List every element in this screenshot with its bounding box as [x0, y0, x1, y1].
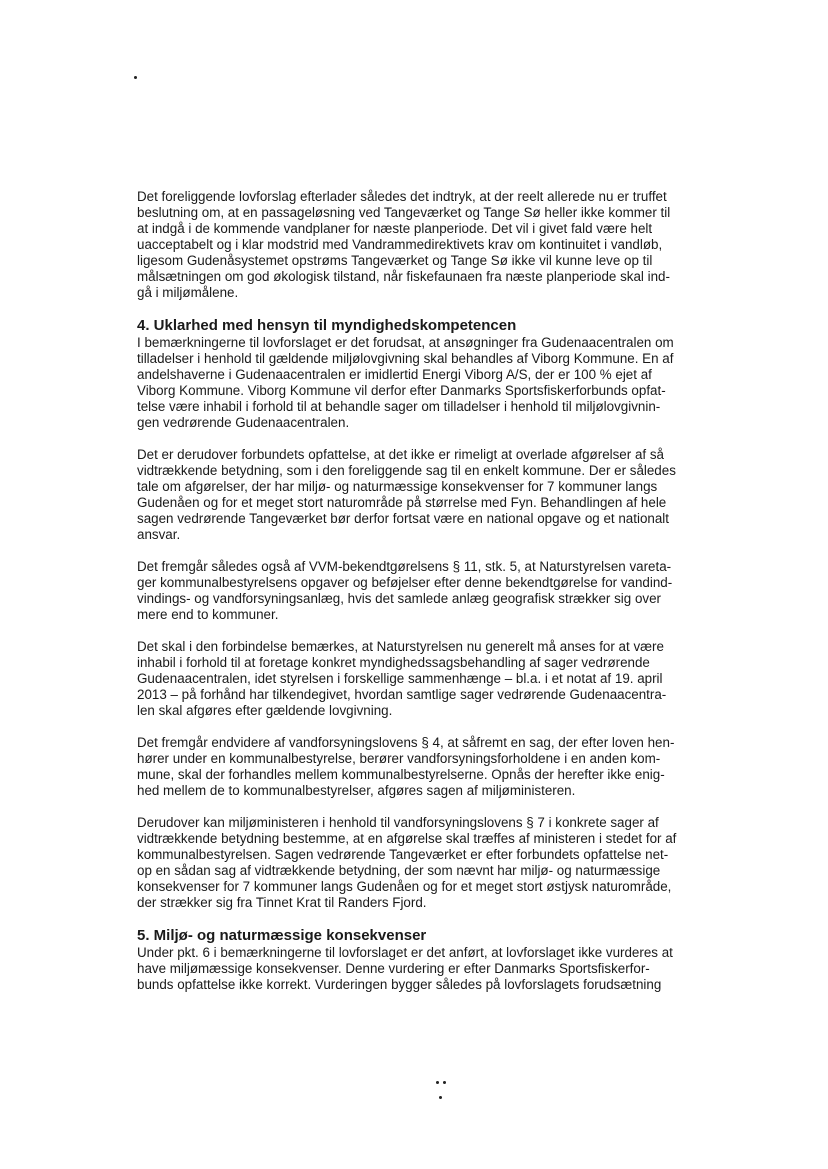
text-line: Det fremgår således også af VVM-bekendtgørelsens § 11, stk. 5, at Naturstyrelsen vareta-: [137, 559, 672, 574]
text-line: op en sådan sag af vidtrækkende betydning, der som nævnt har miljø- og naturmæssige: [137, 863, 661, 878]
text-line: 2013 – på forhånd har tilkendegivet, hvordan samtlige sager vedrørende Gudenaacentra-: [137, 687, 667, 702]
text-line: mere end to kommuner.: [137, 607, 279, 622]
scan-dot-bottom-right: [443, 1081, 446, 1084]
intro-paragraph: [137, 189, 737, 301]
section-paragraph: [137, 559, 737, 623]
text-line: gen vedrørende Gudenaacentralen.: [137, 415, 350, 430]
text-line: Det skal i den forbindelse bemærkes, at Naturstyrelsen nu generelt må anses for at være: [137, 639, 664, 654]
section-paragraph: [137, 945, 737, 993]
section-heading: 4. Uklarhed med hensyn til myndighedskompetencen: [137, 317, 517, 334]
text-line: ansvar.: [137, 527, 181, 542]
text-line: hed mellem de to kommunalbestyrelser, afgøres sagen af miljøministeren.: [137, 783, 576, 798]
text-line: len skal afgøres efter gældende lovgivning.: [137, 703, 393, 718]
section-paragraph: [137, 447, 737, 543]
text-line: andelshaverne i Gudenaacentralen er imidlertid Energi Viborg A/S, der er 100 % ejet af: [137, 367, 652, 382]
text-line: Derudover kan miljøministeren i henhold til vandforsyningslovens § 7 i konkrete sager af: [137, 815, 659, 830]
section-4: [137, 317, 737, 911]
text-line: Det foreliggende lovforslag efterlader således det indtryk, at der reelt allerede nu er truffet: [137, 189, 667, 204]
scan-dot-bottom-left: [436, 1081, 439, 1084]
text-line: Viborg Kommune. Viborg Kommune vil derfor efter Danmarks Sportsfiskerforbunds opfat-: [137, 383, 666, 398]
text-line: uacceptabelt og i klar modstrid med Vandrammedirektivets krav om kontinuitet i vandløb,: [137, 237, 663, 252]
text-line: tale om afgørelser, der har miljø- og naturmæssige konsekvenser for 7 kommuner langs: [137, 479, 658, 494]
text-line: ligesom Gudenåsystemet opstrøms Tangeværket og Tange Sø ikke vil kunne leve op til: [137, 253, 653, 268]
section-paragraph: [137, 735, 737, 799]
section-paragraph: [137, 815, 737, 911]
text-line: konsekvenser for 7 kommuner langs Gudenåen og for et meget stort østjysk naturområde,: [137, 879, 672, 894]
text-line: vindings- og vandforsyningsanlæg, hvis det samlede anlæg geografisk strækker sig over: [137, 591, 661, 606]
document-body: [137, 189, 737, 1009]
text-line: målsætningen om god økologisk tilstand, når fiskefaunaen fra næste planperiode skal ind-: [137, 269, 670, 284]
text-line: bunds opfattelse ikke korrekt. Vurderingen bygger således på lovforslagets forudsætning: [137, 977, 662, 992]
text-line: gå i miljømålene.: [137, 285, 239, 300]
text-line: Det er derudover forbundets opfattelse, at det ikke er rimeligt at overlade afgørelser af så: [137, 447, 664, 462]
text-line: I bemærkningerne til lovforslaget er det forudsat, at ansøgninger fra Gudenaacentralen om: [137, 335, 674, 350]
text-line: tilladelser i henhold til gældende miljølovgivning skal behandles af Viborg Kommune. En af: [137, 351, 674, 366]
text-line: have miljømæssige konsekvenser. Denne vurdering er efter Danmarks Sportsfiskerfor-: [137, 961, 650, 976]
text-line: ger kommunalbestyrelsens opgaver og beføjelser efter denne bekendtgørelse for vandind-: [137, 575, 673, 590]
text-line: hører under en kommunalbestyrelse, berører vandforsyningsforholdene i en anden kom-: [137, 751, 661, 766]
text-line: Under pkt. 6 i bemærkningerne til lovforslaget er det anført, at lovforslaget ikke vurderes at: [137, 945, 673, 960]
text-line: telse være inhabil i forhold til at behandle sager om tilladelser i henhold til miljølovgivnin-: [137, 399, 661, 414]
text-line: mune, skal der forhandles mellem kommunalbestyrelserne. Opnås der herefter ikke enig-: [137, 767, 665, 782]
text-line: Det fremgår endvidere af vandforsyningslovens § 4, at såfremt en sag, der efter loven hen-: [137, 735, 675, 750]
text-line: der strækker sig fra Tinnet Krat til Randers Fjord.: [137, 895, 427, 910]
text-line: kommunalbestyrelsen. Sagen vedrørende Tangeværket er efter forbundets opfattelse net-: [137, 847, 669, 862]
section-paragraph: [137, 639, 737, 719]
scan-dot-top: [134, 76, 137, 79]
text-line: Gudenåen og for et meget stort naturområde på størrelse med Fyn. Behandlingen af hele: [137, 495, 667, 510]
text-line: vidtrækkende betydning, som i den foreliggende sag til en enkelt kommune. Der er således: [137, 463, 676, 478]
text-line: sagen vedrørende Tangeværket bør derfor fortsat være en national opgave og et nationalt: [137, 511, 669, 526]
text-line: at indgå i de kommende vandplaner for næste planperiode. Det vil i givet fald være helt: [137, 221, 653, 236]
section-5: [137, 927, 737, 993]
scan-dot-bottom-lower: [439, 1096, 442, 1099]
section-paragraph: [137, 335, 737, 431]
section-heading: 5. Miljø- og naturmæssige konsekvenser: [137, 927, 427, 944]
text-line: vidtrækkende betydning bestemme, at en afgørelse skal træffes af ministeren i stedet for af: [137, 831, 677, 846]
text-line: inhabil i forhold til at foretage konkret myndighedssagsbehandling af sager vedrørende: [137, 655, 650, 670]
text-line: Gudenaacentralen, idet styrelsen i forskellige sammenhænge – bl.a. i et notat af 19. april: [137, 671, 663, 686]
text-line: beslutning om, at en passageløsning ved Tangeværket og Tange Sø heller ikke kommer til: [137, 205, 671, 220]
